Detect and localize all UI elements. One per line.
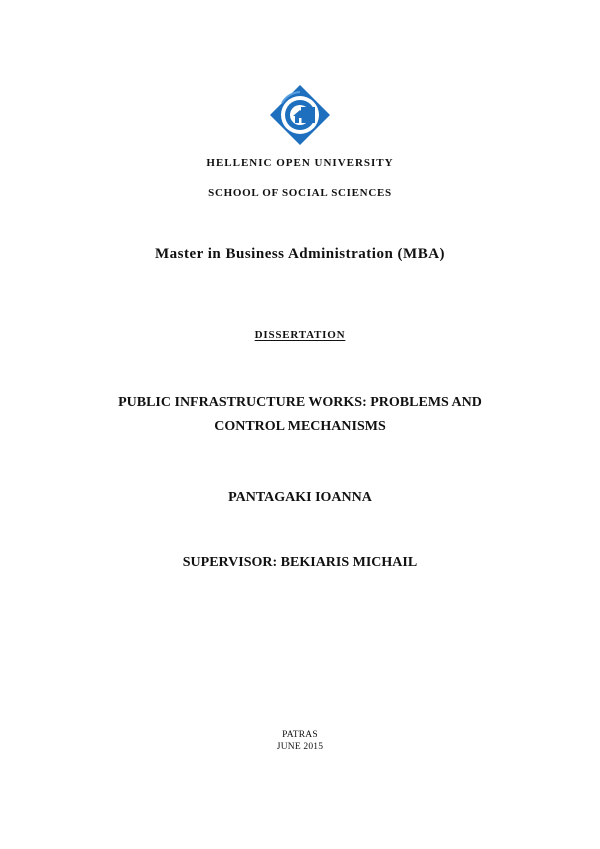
university-logo-icon: [268, 83, 332, 147]
school-name: SCHOOL OF SOCIAL SCIENCES: [208, 187, 392, 199]
document-type: [0, 329, 600, 341]
author-name: PANTAGAKI IOANNA: [228, 490, 372, 505]
date: JUNE 2015: [276, 742, 324, 752]
document-type-label: DISSERTATION: [254, 329, 346, 341]
thesis-title: [0, 391, 600, 439]
thesis-title-line-1: PUBLIC INFRASTRUCTURE WORKS: PROBLEMS AND: [118, 395, 482, 410]
supervisor-name: SUPERVISOR: BEKIARIS MICHAIL: [182, 555, 418, 570]
program-name: Master in Business Administration (MBA): [154, 246, 446, 262]
place: PATRAS: [282, 730, 318, 740]
thesis-title-line-2: CONTROL MECHANISMS: [214, 419, 386, 434]
university-name: HELLENIC OPEN UNIVERSITY: [206, 157, 394, 169]
